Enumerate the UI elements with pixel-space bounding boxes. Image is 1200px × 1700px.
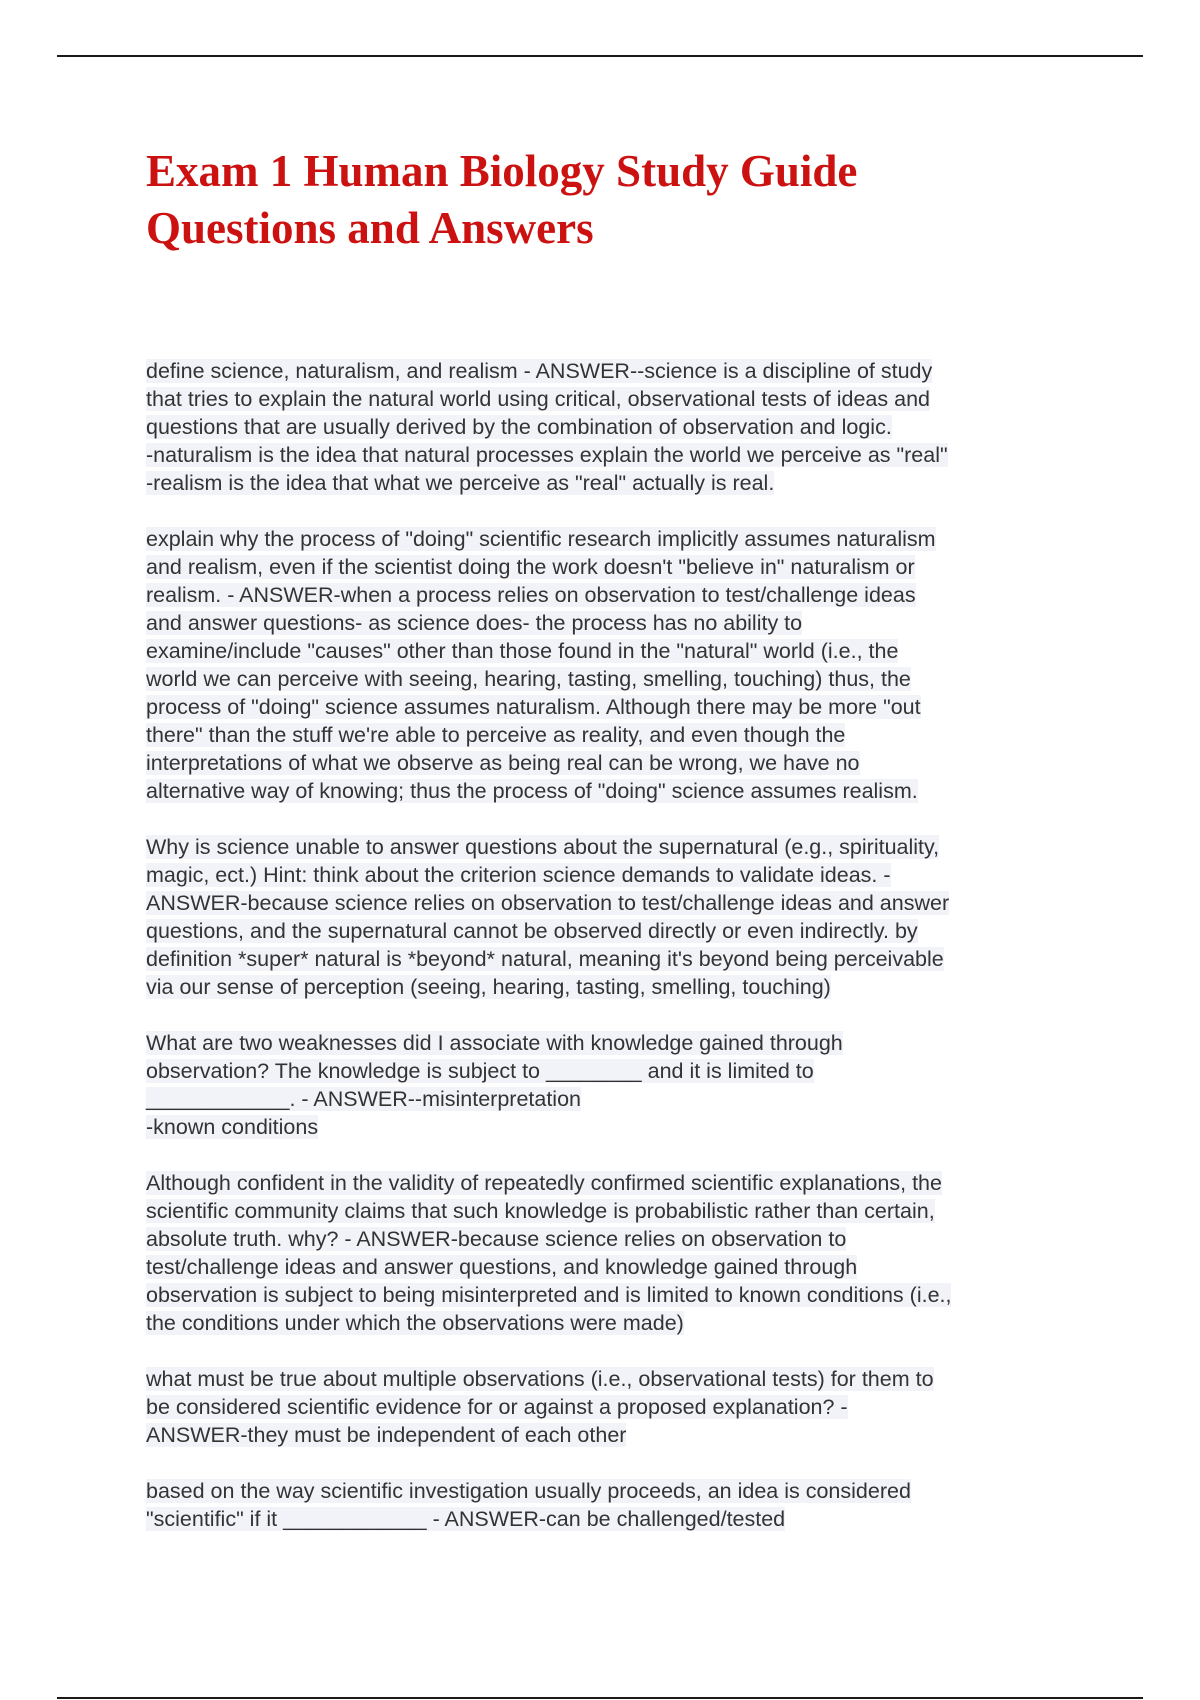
bottom-rule [57,1697,1143,1699]
title-line-2: Questions and Answers [146,203,594,253]
qa-item-text: explain why the process of "doing" scientific research implicitly assumes naturalism and realism, even if the scientist doing the work doesn't "believe in" naturalism or realism. - ANSWER-when a process relies on observation to test/challenge ideas and answer questions- as science does- the process has no ability to examine/include "causes" other than those found in the "natural" world (i.e., the world we can perceive with seeing, hearing, tasting, smelling, touching) thus, the process of "doing" science assumes naturalism. Although there may be more "out there" than the stuff we're able to perceive as reality, and even though the interpretations of what we observe as being real can be wrong, we have no alternative way of knowing; thus the process of "doing" science assumes realism. [146,527,936,803]
qa-item [146,1169,1066,1337]
qa-list [146,357,1066,1561]
qa-item-text: based on the way scientific investigation usually proceeds, an idea is considered "scientific" if it ____________ - ANSWER-can be challenged/tested [146,1479,911,1531]
qa-item [146,1477,1066,1533]
qa-item [146,833,1066,1001]
qa-item-text: Why is science unable to answer questions about the supernatural (e.g., spirituality, magic, ect.) Hint: think about the criterion science demands to validate ideas. - ANSWER-because science relies on observation to test/challenge ideas and answer questions, and the supernatural cannot be observed directly or even indirectly. by definition *super* natural is *beyond* natural, meaning it's beyond being perceivable via our sense of perception (seeing, hearing, tasting, smelling, touching) [146,835,950,999]
qa-item [146,1365,1066,1449]
qa-item-text: define science, naturalism, and realism - ANSWER--science is a discipline of study that tries to explain the natural world using critical, observational tests of ideas and questions that are usually derived by the combination of observation and logic. -naturalism is the idea that natural processes explain the world we perceive as "real" -realism is the idea that what we perceive as "real" actually is real. [146,359,948,495]
qa-item-text: what must be true about multiple observations (i.e., observational tests) for them to be considered scientific evidence for or against a proposed explanation? - ANSWER-they must be independent of each other [146,1367,934,1447]
document-title [146,143,1066,257]
top-rule [57,55,1143,57]
qa-item-text: What are two weaknesses did I associate with knowledge gained through observation? The knowledge is subject to ________ and it is limited to ____________. - ANSWER--misinterpretation -known conditions [146,1031,843,1139]
title-line-1: Exam 1 Human Biology Study Guide [146,146,858,196]
qa-item-text: Although confident in the validity of repeatedly confirmed scientific explanations, the scientific community claims that such knowledge is probabilistic rather than certain, absolute truth. why? - ANSWER-because science relies on observation to test/challenge ideas and answer questions, and knowledge gained through observation is subject to being misinterpreted and is limited to known conditions (i.e., the conditions under which the observations were made) [146,1171,952,1335]
qa-item [146,525,1066,805]
qa-item [146,1029,1066,1141]
qa-item [146,357,1066,497]
